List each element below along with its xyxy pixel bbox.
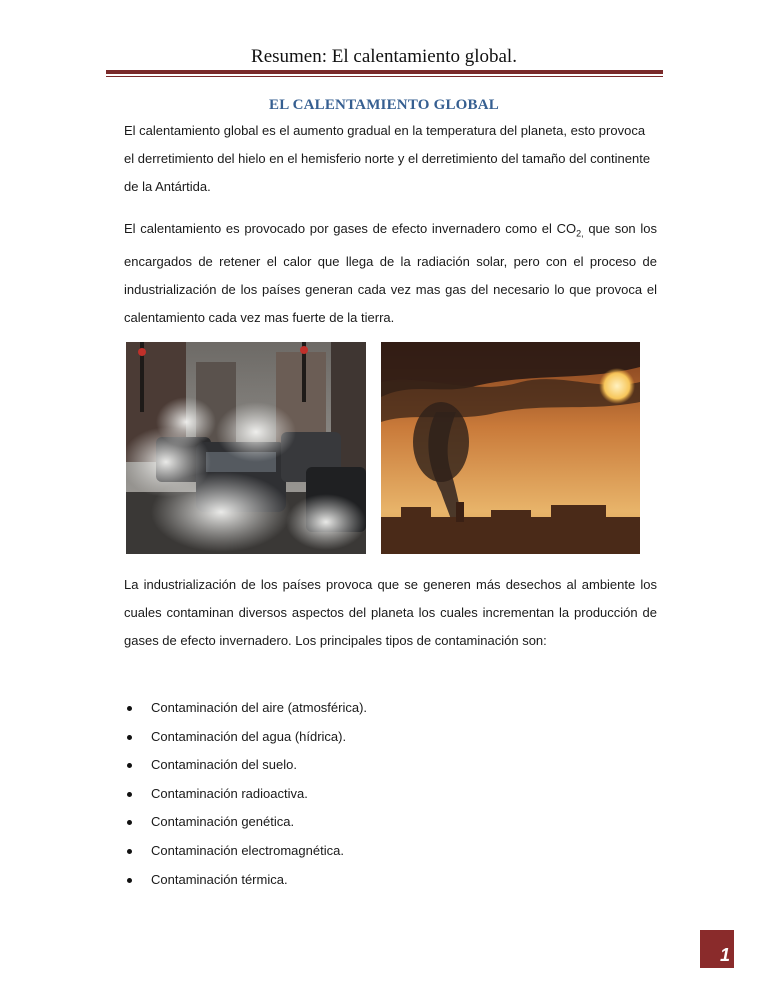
traffic-pollution-photo (126, 342, 366, 554)
list-item (124, 808, 367, 837)
list-item (124, 837, 367, 866)
list-item (124, 694, 367, 723)
contamination-list (124, 694, 367, 894)
bullet-icon (127, 706, 132, 711)
bullet-icon (127, 763, 132, 768)
list-item-label: Contaminación genética. (151, 814, 295, 830)
bullet-icon (127, 820, 132, 825)
bullet-icon (127, 792, 132, 797)
list-item (124, 866, 367, 895)
document-title: EL CALENTAMIENTO GLOBAL (269, 97, 499, 113)
list-item-label: Contaminación térmica. (151, 871, 288, 887)
paragraph-intro: El calentamiento global es el aumento gradual en la temperatura del planeta, esto provoca el derretimiento del hielo en el hemisferio norte y el derretimiento del tamaño del continente de la Antártida. (124, 123, 651, 194)
header-rule-thin (106, 76, 663, 77)
paragraph-causes-part2: que son los encargados de retener el calor que llega de la radiación solar, pero con el proceso de industrialización de los países generan cada vez mas gas del necesario lo que provoca el calentamiento cada vez mas fuerte de la tierra. (124, 221, 657, 325)
page-number-badge (700, 930, 734, 968)
list-item-label: Contaminación del agua (hídrica). (151, 728, 347, 744)
paragraph-industrialization: La industrialización de los países provoca que se generen más desechos al ambiente los cuales contaminan diversos aspectos del planeta los cuales incrementan la producción de gases de efecto invernadero. Los principales tipos de contaminación son: (124, 577, 657, 648)
bullet-icon (127, 735, 132, 740)
bullet-icon (127, 878, 132, 883)
list-item (124, 751, 367, 780)
paragraph-causes-part1: El calentamiento es provocado por gases de efecto invernadero como el CO (124, 221, 577, 236)
list-item (124, 723, 367, 752)
smokestack-pollution-photo (381, 342, 640, 554)
list-item-label: Contaminación electromagnética. (151, 842, 344, 858)
bullet-icon (127, 849, 132, 854)
page-number: 1 (719, 945, 730, 965)
list-item-label: Contaminación radioactiva. (151, 785, 308, 801)
header-title: Resumen: El calentamiento global. (251, 46, 517, 67)
list-item-label: Contaminación del aire (atmosférica). (151, 700, 368, 715)
paragraph-causes (124, 215, 657, 332)
header-rule-thick (106, 70, 663, 74)
list-item (124, 780, 367, 809)
co2-subscript: 2, (576, 228, 584, 239)
list-item-label: Contaminación del suelo. (151, 757, 297, 773)
